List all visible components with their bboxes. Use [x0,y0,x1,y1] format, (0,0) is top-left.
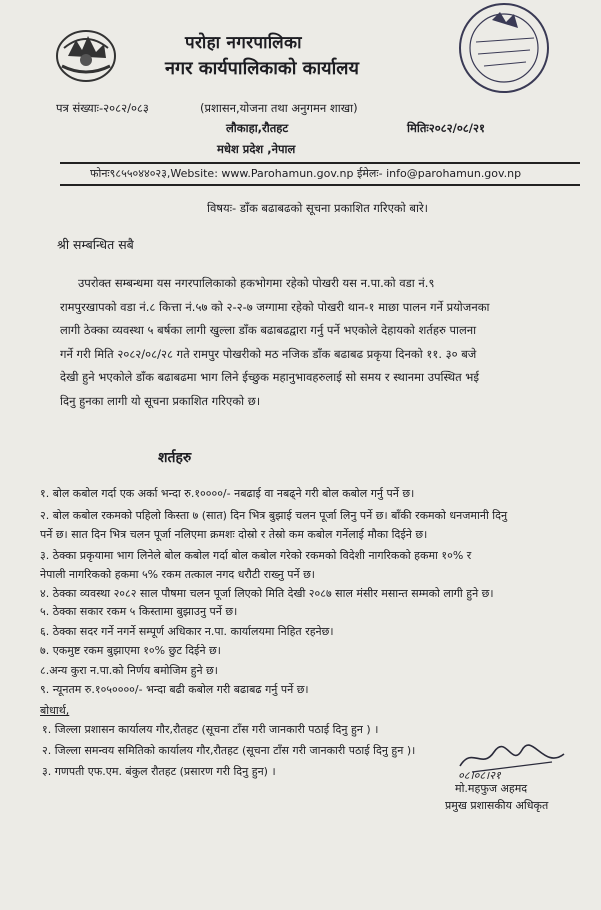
term-item: ८.अन्य कुरा न.पा.को निर्णय बमोजिम हुने छ। [40,664,218,677]
letter-date: मितिः२०८२/०८/२१ [407,121,485,135]
header-rule-top [60,162,580,164]
body-line: लागी ठेक्का व्यवस्था ५ बर्षका लागी खुल्ला डाँक बढाबढद्वारा गर्नु पर्ने भएकोले देहायको शर्तहरु पालना [60,323,477,337]
term-item: ३. ठेक्का प्रकृयामा भाग लिनेले बोल कबोल गर्दा बोल कबोल गरेको रकमको विदेशी नागरिकको हकमा १०% र [40,549,472,562]
address-line-1: लौकाहा,रौतहट [226,121,289,135]
cc-item: ३. गणपती एफ.एम. बंकुल रौतहट (प्रसारण गरी दिनु हुन) । [42,765,276,778]
term-item-continuation: पर्ने छ। सात दिन भित्र चलन पूर्जा नलिएमा क्रमशः दोस्रो र तेस्रो कम कबोल गर्नेलाई मौका दिईने छ। [40,528,428,541]
subject-line: विषयः- डाँक बढाबढको सूचना प्रकाशित गरिएको बारे। [207,201,429,215]
contact-line: फोनः९८५५०४४०२३,Website: www.Parohamun.gov.np ईमेलः- info@parohamun.gov.np [90,167,522,180]
body-paragraph [60,272,580,413]
cc-item: १. जिल्ला प्रशासन कार्यालय गौर,रौतहट (सूचना टाँस गरी जानकारी पठाई दिनु हुन ) । [42,723,379,736]
term-item: २. बोल कबोल रकमको पहिलो किस्ता ७ (सात) दिन भित्र बुझाई चलन पूर्जा लिनु पर्ने छ। बाँकी रकमको धनजमानी दिनु [40,509,508,522]
section-name: (प्रशासन,योजना तथा अनुगमन शाखा) [200,101,358,115]
term-item: ७. एकमुष्ट रकम बुझाएमा १०% छुट दिईने छ। [40,644,221,657]
office-name: नगर कार्यपालिकाको कार्यालय [165,58,359,79]
body-line: रामपुरखापको वडा नं.८ कित्ता नं.५७ को २-२-७ जग्गामा रहेको पोखरी थान-१ माछा पालन गर्ने प्रयोजनका [60,299,490,314]
org-name: परोहा नगरपालिका [185,33,302,53]
term-item: ६. ठेक्का सदर गर्ने नगर्ने सम्पूर्ण अधिकार न.पा. कार्यालयमा निहित रहनेछ। [40,625,334,638]
cc-item: २. जिल्ला समन्वय समितिको कार्यालय गौर,रौतहट (सूचना टाँस गरी जानकारी पठाई दिनु हुन )। [42,744,416,757]
terms-heading: शर्तहरु [158,450,192,466]
signatory-title: प्रमुख प्रशासकीय अधिकृत [445,799,549,812]
office-seal-stamp-icon [456,0,552,96]
body-line: देखी हुने भएकोले डाँक बढाबढमा भाग लिने ईच्छुक महानुभावहरुलाई सो समय र स्थानमा उपस्थित भई [60,370,480,384]
address-line-2: मधेश प्रदेश ,नेपाल [217,142,296,156]
nepal-emblem-icon [54,26,118,84]
cc-heading: बोधार्थ, [40,704,70,717]
header-rule-bottom [60,184,580,186]
body-line: गर्ने गरी मिति २०८२/०८/२८ गते रामपुर पोखरीको मठ नजिक डाँक बढाबढ प्रकृया दिनको ११. ३० बजे [60,346,477,361]
body-line: उपरोक्त सम्बन्धमा यस नगरपालिकाको हकभोगमा रहेको पोखरी यस न.पा.को वडा नं.९ [78,276,435,290]
term-item-continuation: नेपाली नागरिकको हकमा ५% रकम तत्काल नगद धरौटी राख्नु पर्ने छ। [40,568,315,581]
body-line: दिनु हुनका लागी यो सूचना प्रकाशित गरिएको छ। [60,393,261,408]
signatory-name: मो.महफुज अहमद [455,782,528,795]
term-item: ५. ठेक्का सकार रकम ५ किस्तामा बुझाउनु पर्ने छ। [40,605,238,618]
ref-number: पत्र संख्याः-२०८२/०८३ [56,101,149,115]
salutation: श्री सम्बन्धित सबै [57,237,134,252]
term-item: ९. न्यूनतम रु.१०५००००/- भन्दा बढी कबोल गरी बढाबढ गर्नु पर्ने छ। [40,683,309,696]
signature-date: ०८।०८।२१ [458,769,501,782]
term-item: ४. ठेक्का व्यवस्था २०८२ साल पौषमा चलन पूर्जा लिएको मिति देखी २०८७ साल मंसीर मसान्त सम्मको लागी हुने छ। [40,587,494,600]
term-item: १. बोल कबोल गर्दा एक अर्का भन्दा रु.१००००/- नबढाई वा नबढ्ने गरी बोल कबोल गर्नु पर्ने छ। [40,487,415,500]
